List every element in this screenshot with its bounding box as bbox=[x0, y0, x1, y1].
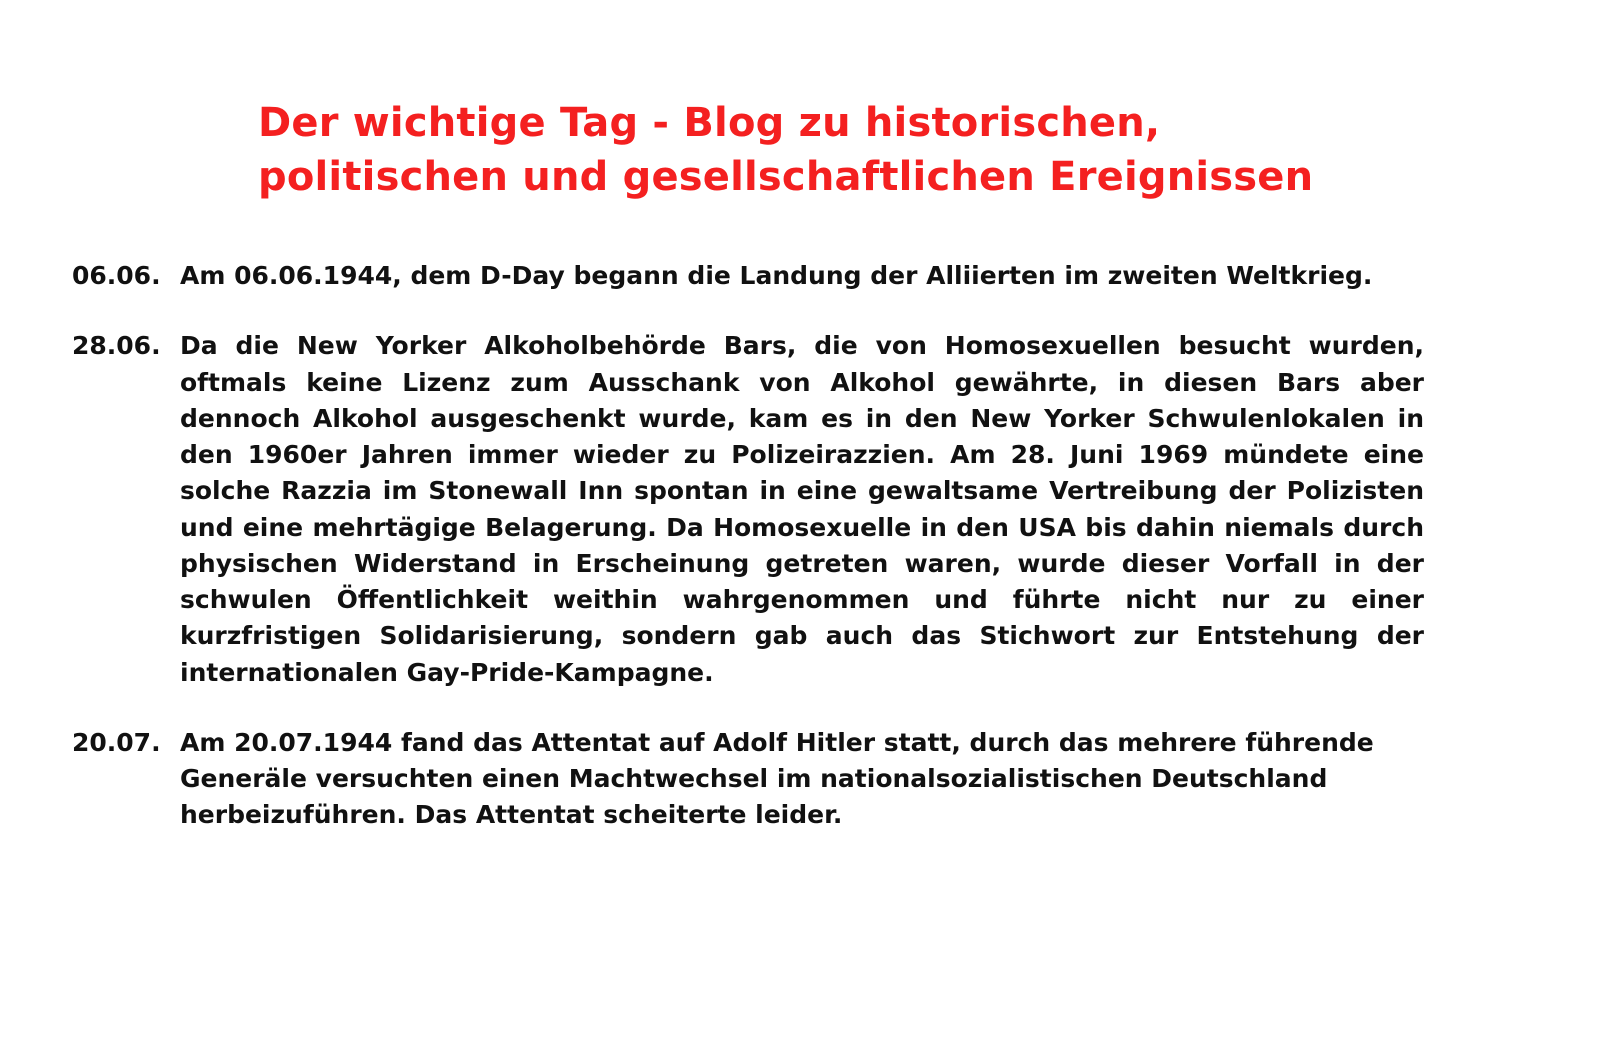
page-title bbox=[258, 96, 1438, 204]
entry-date: 20.07. bbox=[72, 727, 161, 757]
list-item bbox=[0, 258, 1600, 294]
page-title-line-1: Der wichtige Tag - Blog zu historischen, bbox=[258, 100, 1161, 146]
list-item bbox=[0, 725, 1600, 834]
entry-text: Am 20.07.1944 fand das Attentat auf Adolf Hitler statt, durch das mehrere führende Generäle versuchten einen Machtwechsel im nationalsozialistischen Deutschland herbeizuführen. Das Attentat scheiterte leider. bbox=[180, 727, 1374, 830]
list-item bbox=[0, 328, 1600, 691]
entry-date: 28.06. bbox=[72, 331, 161, 361]
entry-date: 06.06. bbox=[72, 261, 161, 290]
entry-text: Da die New Yorker Alkoholbehörde Bars, die von Homosexuellen besucht wurden, oftmals keine Lizenz zum Ausschank von Alkohol gewährte, in diesen Bars aber dennoch Alkohol ausgeschenkt wurde, kam es in den New Yorker Schwulenlokalen in den 1960er Jahren immer wieder zu Polizeirazzien. Am 28. Juni 1969 mündete eine solche Razzia im Stonewall Inn spontan in eine gewaltsame Vertreibung der Polizisten und eine mehrtägige Belagerung. Da Homosexuelle in den USA bis dahin niemals durch physischen Widerstand in Erscheinung getreten waren, wurde dieser Vorfall in der schwulen Öffentlichkeit weithin wahrgenommen und führte nicht nur zu einer kurzfristigen Solidarisierung, sondern gab auch das Stichwort zur Entstehung der internationalen Gay-Pride-Kampagne. bbox=[180, 331, 1424, 687]
page-title-line-2: politischen und gesellschaftlichen Ereignissen bbox=[258, 154, 1314, 200]
entry-text: Am 06.06.1944, dem D-Day begann die Landung der Alliierten im zweiten Weltkrieg. bbox=[180, 261, 1373, 290]
entry-list bbox=[0, 258, 1600, 868]
